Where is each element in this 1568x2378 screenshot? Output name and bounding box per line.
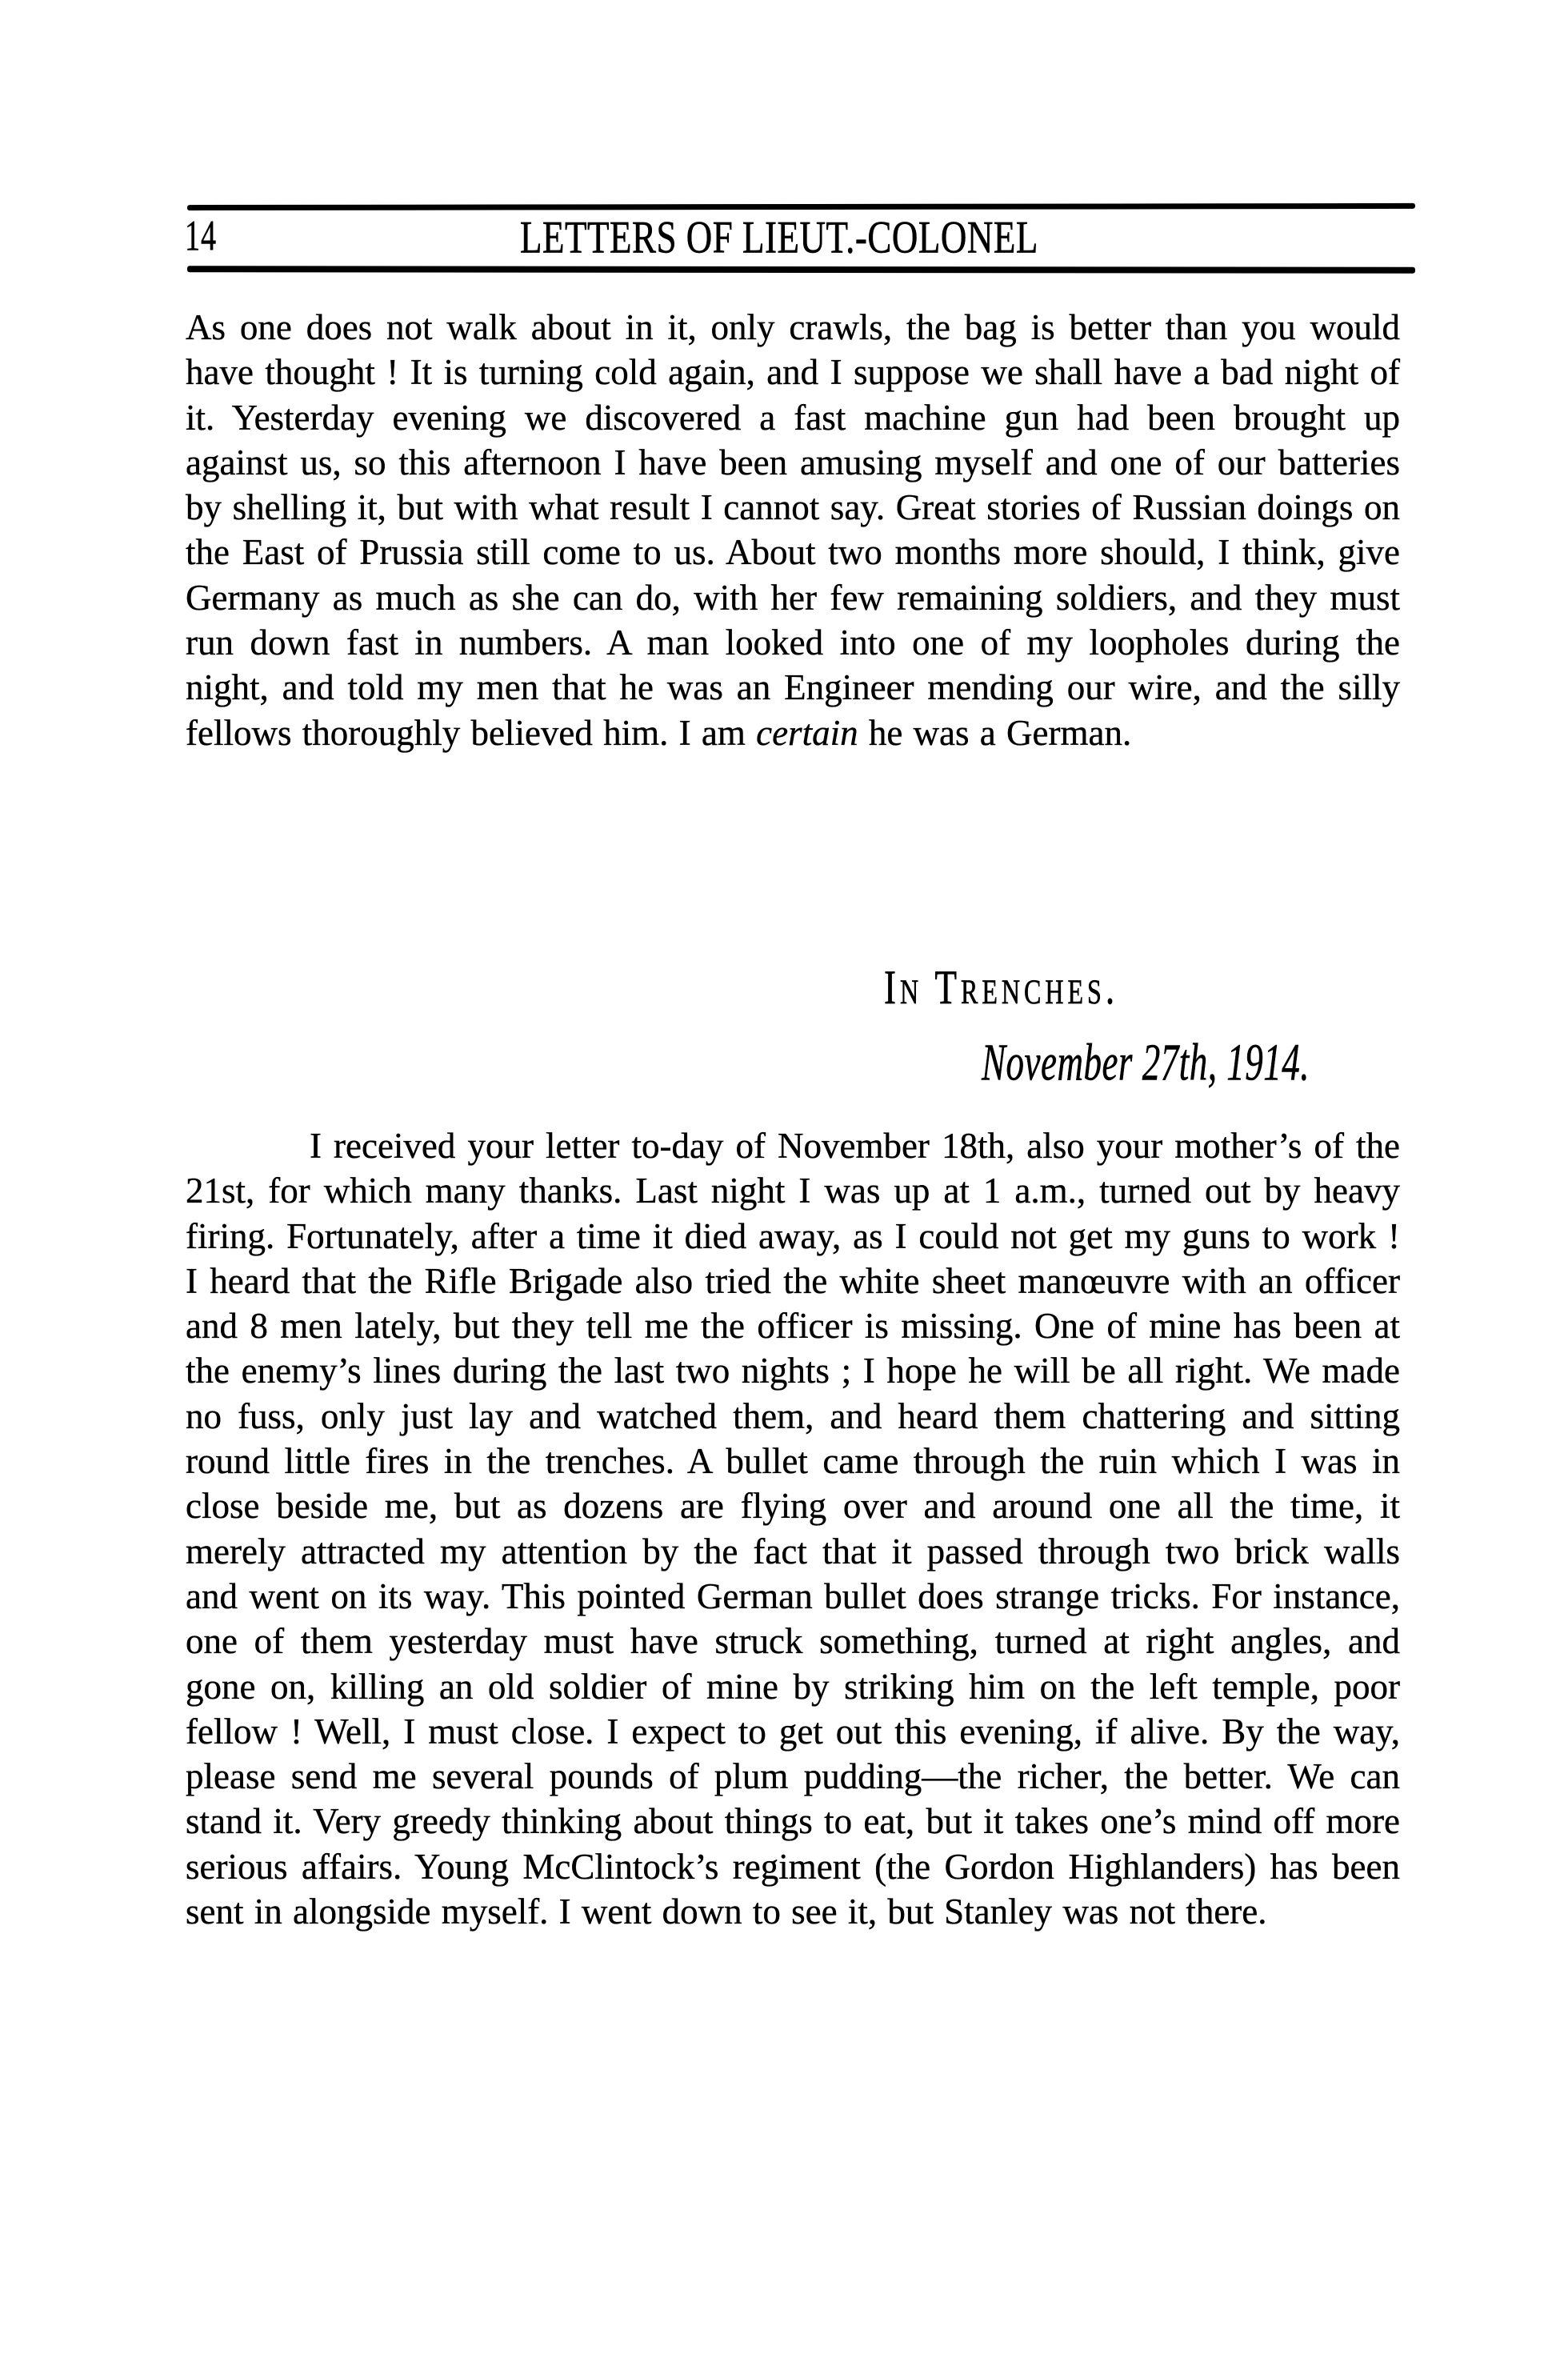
letter-heading	[884, 959, 1119, 1015]
header-rule-bottom	[187, 266, 1415, 274]
header-rule-top	[187, 203, 1415, 210]
page-number	[185, 211, 222, 260]
letter-dateline-text: November 27th, 1914.	[982, 1033, 1310, 1092]
letter-continuation-text-end: he was a German.	[858, 712, 1132, 753]
letter-continuation-text-start: As one does not walk about in it, only crawls, the bag is better than you would have thought ! It is turning cold again, and I suppose we shall have a bad night of it. Yesterday evening we discovered a fast machine gun had been brought up against us, so this afternoon I have been amusing myself and one of our batteries by shelling it, but with what result I cannot say. Great stories of Russian doings on the East of Prussia still come to us. About two months more should, I think, give Germany as much as she can do, with her few remaining soldiers, and they must run down fast in numbers. A man looked into one of my loopholes during the night, and told my men that he was an Engineer mending our wire, and the silly fellows thoroughly believed him. I am	[186, 307, 1400, 753]
letter-heading-text: In Trenches.	[884, 959, 1119, 1015]
letter-continuation-paragraph	[186, 305, 1400, 755]
letter-continuation-italic-word: certain	[756, 712, 858, 753]
page-number-text: 14	[185, 211, 217, 260]
letter-body-paragraph: I received your letter to-day of November 18th, also your mother’s of the 21st, for which many thanks. Last night I was up at 1 a.m., turned out by heavy firing. Fortunately, after a time it died away, as I could not get my guns to work ! I heard that the Rifle Brigade also tried the white sheet manœuvre with an officer and 8 men lately, but they tell me the officer is missing. One of mine has been at the enemy’s lines during the last two nights ; I hope he will be all right. We made no fuss, only just lay and watched them, and heard them chattering and sitting round little fires in the trenches. A bullet came through the ruin which I was in close beside me, but as dozens are flying over and around one all the time, it merely attracted my attention by the fact that it passed through two brick walls and went on its way. This pointed German bullet does strange tricks. For instance, one of them yesterday must have struck something, turned at right angles, and gone on, killing an old soldier of mine by striking him on the left temple, poor fellow ! Well, I must close. I expect to get out this evening, if alive. By the way, please send me several pounds of plum pudding—the richer, the better. We can stand it. Very greedy thinking about things to eat, but it takes one’s mind off more serious affairs. Young McClintock’s regiment (the Gordon Highlanders) has been sent in alongside myself. I went down to see it, but Stanley was not there.	[186, 1126, 1400, 1932]
letter-dateline	[982, 1033, 1310, 1092]
running-header-title	[520, 211, 1038, 263]
running-header-title-text: LETTERS OF LIEUT.-COLONEL	[520, 211, 1038, 263]
